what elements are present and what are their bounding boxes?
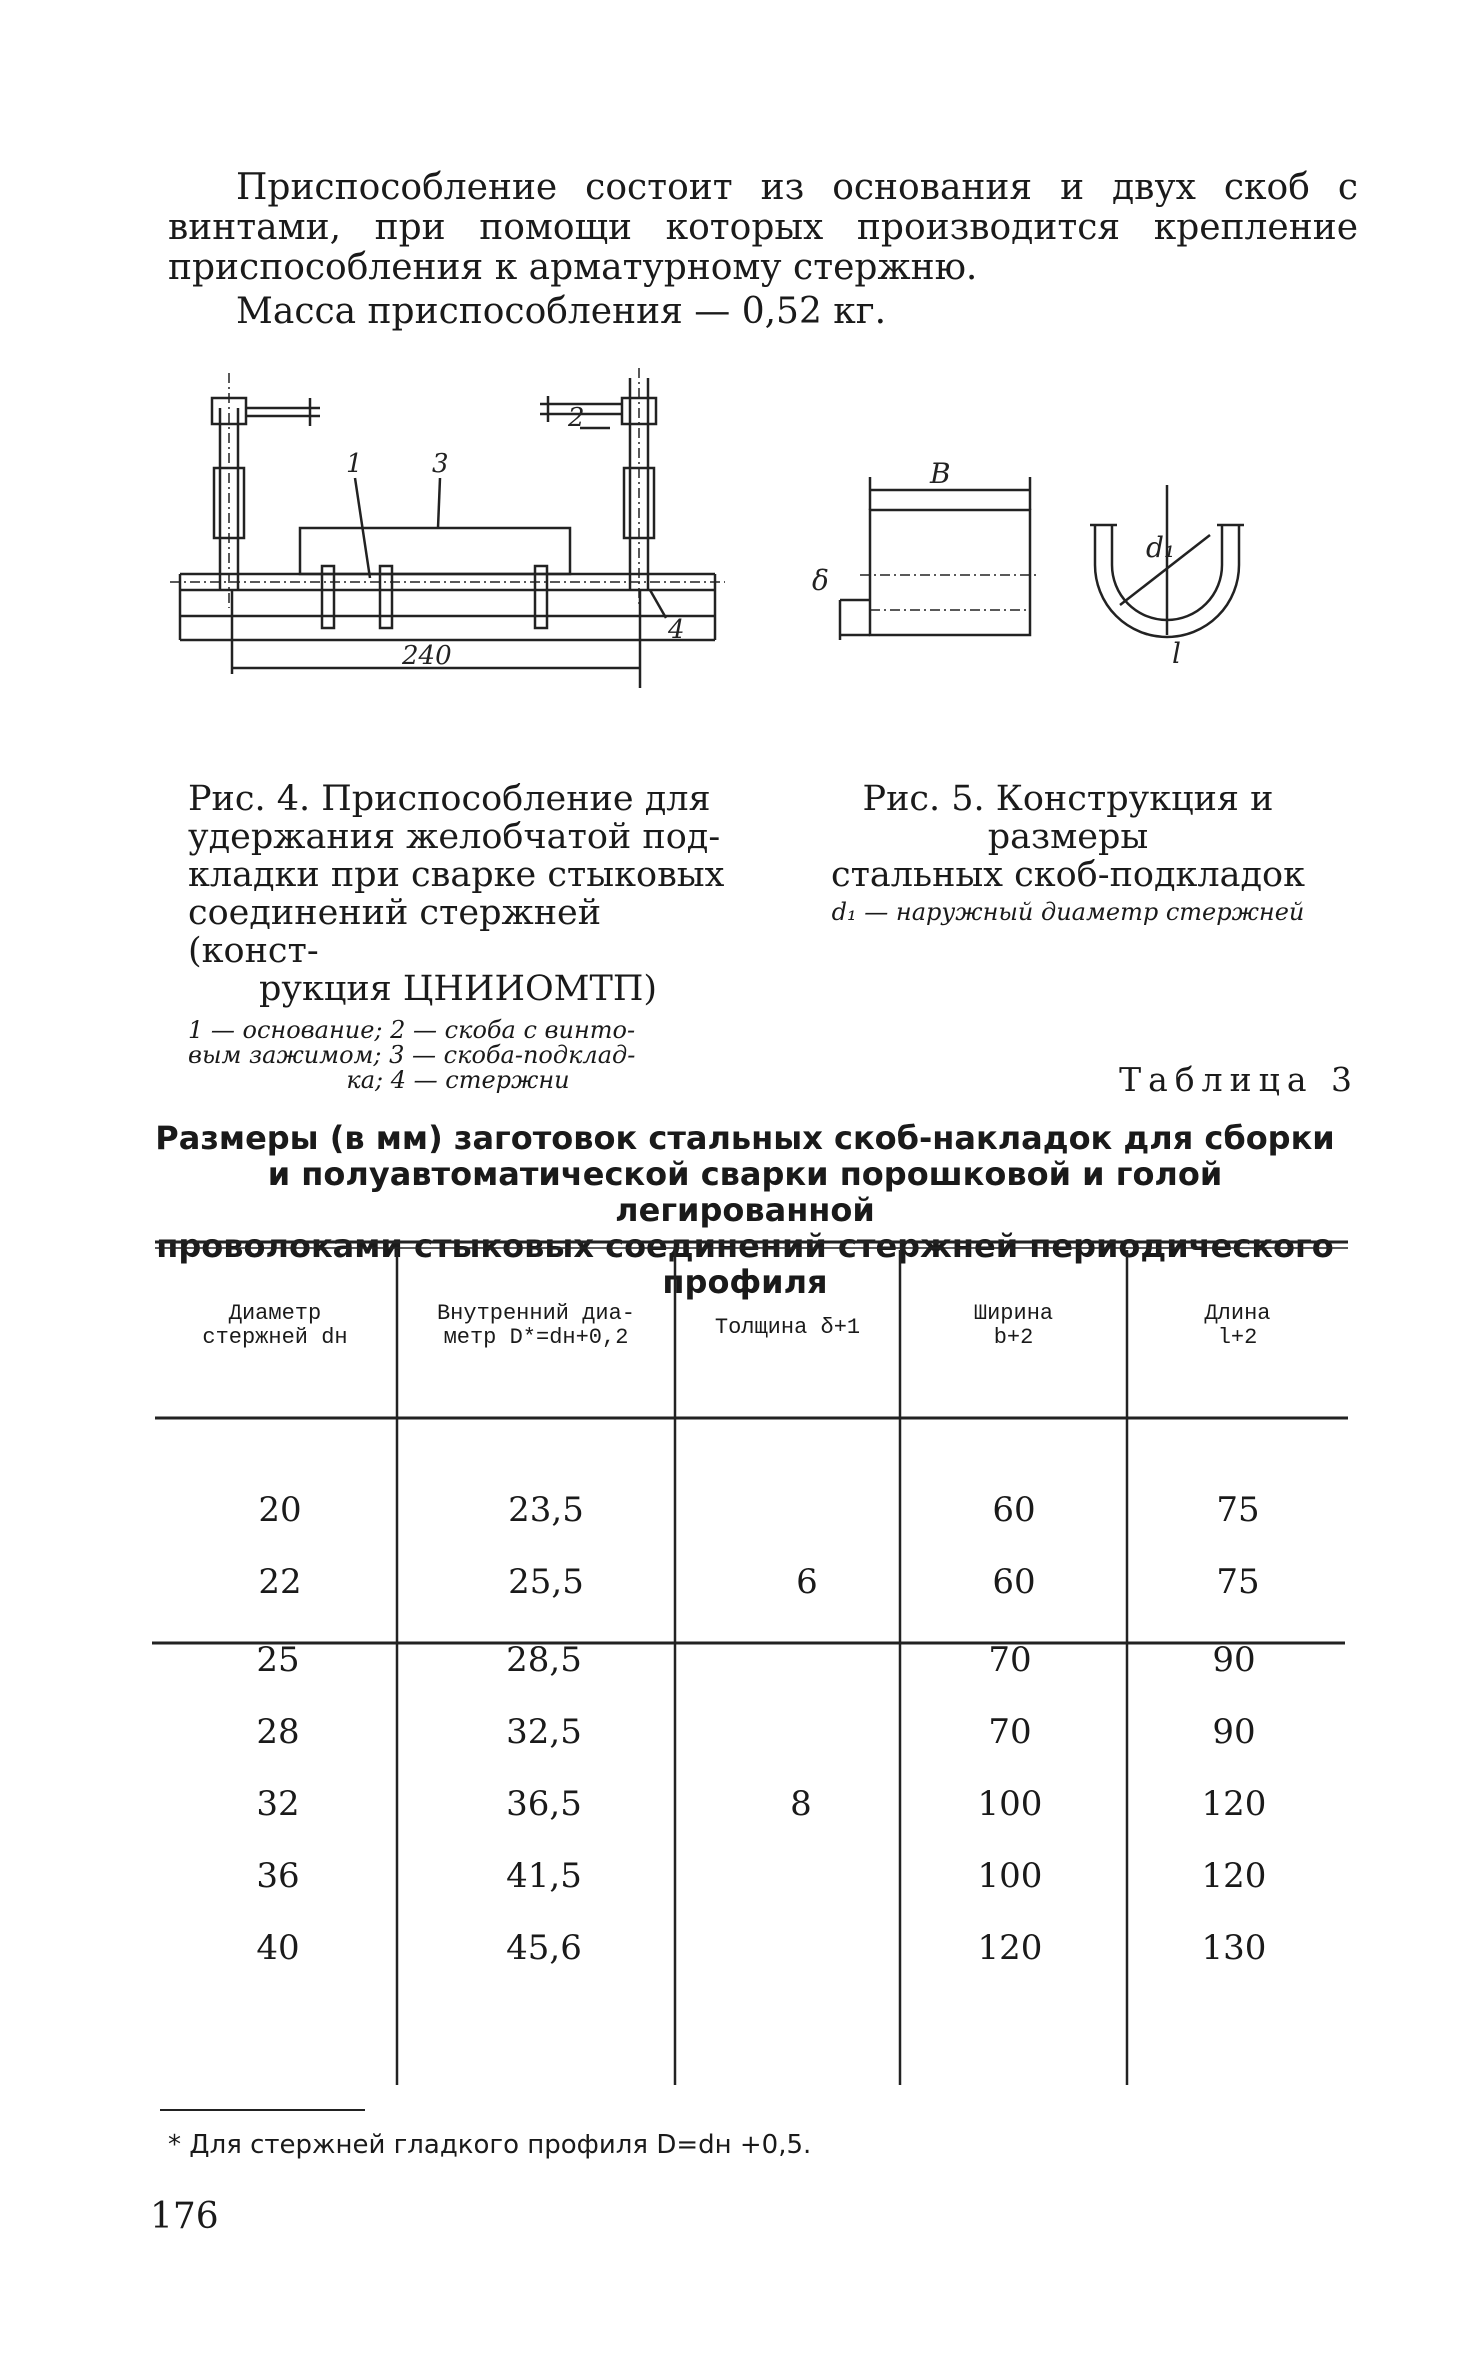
- table-cell-l: 130: [1201, 1928, 1267, 1968]
- table-cell-thickness: 8: [790, 1784, 812, 1824]
- table-cell-d: 28: [256, 1712, 300, 1752]
- table-cell-l: 75: [1216, 1490, 1260, 1530]
- label-b: B: [930, 457, 951, 490]
- header-length-line-2: l+2: [1217, 1325, 1258, 1350]
- header-diameter: [155, 1302, 395, 1350]
- table-title-line-2: и полуавтоматической сварки порошковой и голой легированной: [267, 1155, 1223, 1229]
- header-inner-diameter: [397, 1302, 675, 1350]
- table-cell-d: 20: [258, 1490, 302, 1530]
- header-diameter-line-1: Диаметр: [228, 1301, 322, 1326]
- table-cell-thickness: 6: [796, 1562, 818, 1602]
- table-cell-b: 60: [992, 1490, 1036, 1530]
- header-length: [1127, 1302, 1348, 1350]
- table-cell-l: 90: [1212, 1640, 1256, 1680]
- figure-4-caption-line-1: Рис. 4. Приспособление для: [188, 779, 711, 819]
- header-thickness: [675, 1316, 900, 1340]
- table-cell-b: 100: [977, 1784, 1043, 1824]
- header-width: [900, 1302, 1127, 1350]
- page-number: 176: [150, 2196, 219, 2237]
- mass-paragraph: Масса приспособления — 0,52 кг.: [236, 291, 887, 332]
- callout-1: 1: [346, 449, 363, 479]
- table-cell-d: 22: [258, 1562, 302, 1602]
- header-width-line-1: Ширина: [973, 1301, 1054, 1326]
- figure-4-caption-line-5: рукция ЦНИИОМТП): [258, 969, 658, 1009]
- table-cell-d: 36: [256, 1856, 300, 1896]
- figure-5-legend: d₁ — наружный диаметр стержней: [831, 898, 1305, 926]
- table-cell-D: 28,5: [506, 1640, 582, 1680]
- table-cell-l: 90: [1212, 1712, 1256, 1752]
- figure-5-caption-line-2: стальных скоб-подкладок: [830, 855, 1306, 895]
- table-title-line-1: Размеры (в мм) заготовок стальных скоб-накладок для сборки: [155, 1119, 1335, 1157]
- header-thickness-line-1: Толщина δ+1: [714, 1315, 861, 1340]
- table-cell-b: 60: [992, 1562, 1036, 1602]
- table-cell-b: 70: [988, 1712, 1032, 1752]
- table-label: Таблица 3: [1119, 1060, 1359, 1099]
- table-cell-D: 25,5: [508, 1562, 584, 1602]
- header-length-line-1: Длина: [1204, 1301, 1271, 1326]
- intro-paragraph: Приспособление состоит из основания и двух скоб с винтами, при помощи которых производится крепление приспособления к арматурному стержню.: [168, 167, 1358, 288]
- callout-3: 3: [432, 449, 449, 479]
- callout-2: 2: [568, 403, 585, 433]
- callout-4: 4: [668, 615, 685, 645]
- table-cell-d: 25: [256, 1640, 300, 1680]
- table-cell-D: 23,5: [508, 1490, 584, 1530]
- table-cell-d: 40: [256, 1928, 300, 1968]
- label-delta: δ: [812, 564, 829, 597]
- table-cell-b: 120: [977, 1928, 1043, 1968]
- figure-4-legend-line-3: ка; 4 — стержни: [346, 1066, 570, 1094]
- figure-4-caption-line-4: соединений стержней (конст-: [188, 893, 602, 971]
- table-cell-D: 32,5: [506, 1712, 582, 1752]
- figure-4-legend-line-2: вым зажимом; 3 — скоба-подклад-: [188, 1041, 636, 1069]
- table-cell-l: 75: [1216, 1562, 1260, 1602]
- table-cell-D: 41,5: [506, 1856, 582, 1896]
- dimension-240: 240: [402, 641, 452, 671]
- figure-4-legend-line-1: 1 — основание; 2 — скоба с винто-: [188, 1016, 636, 1044]
- header-diameter-line-2: стержней dн: [202, 1325, 348, 1350]
- table-cell-d: 32: [256, 1784, 300, 1824]
- header-inner-diameter-line-2: метр D*=dн+0,2: [443, 1325, 629, 1350]
- figure-4-caption-line-2: удержания желобчатой под-: [188, 817, 721, 857]
- header-inner-diameter-line-1: Внутренний диа-: [436, 1301, 636, 1326]
- table-cell-b: 100: [977, 1856, 1043, 1896]
- table-cell-D: 36,5: [506, 1784, 582, 1824]
- table-cell-D: 45,6: [506, 1928, 582, 1968]
- label-d1: d₁: [1146, 531, 1176, 564]
- table-cell-b: 70: [988, 1640, 1032, 1680]
- table-cell-l: 120: [1201, 1784, 1267, 1824]
- figure-4-caption-line-3: кладки при сварке стыковых: [188, 855, 725, 895]
- header-width-line-2: b+2: [993, 1325, 1034, 1350]
- figure-5-caption-line-1: Рис. 5. Конструкция и размеры: [862, 779, 1274, 857]
- table-footnote: * Для стержней гладкого профиля D=dн +0,5.: [168, 2130, 812, 2160]
- label-l: l: [1172, 637, 1181, 670]
- table-title-line-3: проволоками стыковых соединений стержней периодического профиля: [156, 1227, 1334, 1301]
- table-cell-l: 120: [1201, 1856, 1267, 1896]
